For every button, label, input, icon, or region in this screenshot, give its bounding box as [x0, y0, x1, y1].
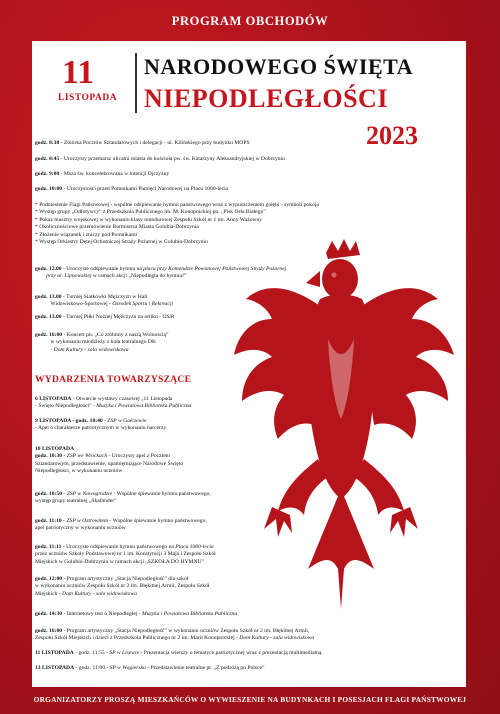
footer-note: ORGANIZATORZY PROSZĄ MIESZKAŃCÓW O WYWIESZENIE NA BUDYNKACH I POSESJACH FLAGI PAŃSTWOWEJ [33, 695, 467, 704]
event-line: godz. 11:10 - ZSP w Ostrowitem - Wspólne śpiewanie hymnu państwowego, [35, 518, 207, 524]
poster-card [32, 41, 466, 687]
event-line: apel patriotyczny w wykonaniu uczniów [35, 525, 126, 532]
program-line: * Występ Orkiestry Dętej Ochotniczej Straży Pożarnej w Golubiu-Dobrzyniu [35, 239, 208, 246]
program-line: * Pokaz musztry wojskowej w wykonaniu klasy mundurowej Zespołu Szkół nr 1 im. Anny Ważowny [35, 216, 263, 223]
event-line: godz. 10:50 - ZSP w Nowogrodzie - Wspólne śpiewanie hymnu państwowego, [35, 491, 211, 497]
program-line: godz. 16:00 - Koncert pn. „Co zrobimy z naszą Wolnością” [35, 332, 169, 338]
event-line: 13 LISTOPADA - godz. 11:00 - SP w Węgiersku - Przedstawienie teatralne pt. „Z podróżą po Polsce” [35, 665, 265, 671]
program-line: Widowiskowo-Sportowej - Ośrodek Sportu i Rekreacji [35, 301, 173, 308]
section-title: WYDARZENIA TOWARZYSZĄCE [35, 375, 192, 385]
program-line: godz. 10:00 - Uroczystości przed Pomnikami Pamięci Narodowej na Placu 1000-lecia [35, 186, 229, 192]
event-item [35, 628, 314, 643]
event-item [35, 650, 321, 657]
event-item [35, 396, 191, 411]
event-line: - Apel o charakterze patriotycznym w wykonaniu harcerzy [35, 425, 167, 432]
date-month: LISTOPADA [58, 93, 118, 103]
program-line: w wykonaniu młodzieży z koła teatralnego DK [35, 339, 157, 346]
event-line: w wykonaniu uczniów Zespołu Szkół nr 2 im. Błękitnej Armii, Zespołu Szkół [35, 583, 210, 590]
event-line: godz. 12:00 - Program artystyczny „Stacja Niepodległość” dla szkół [35, 576, 189, 582]
event-line: godz. 16:00 - Program artystyczny „Stacja Niepodległość” w wykonaniu uczniów Zespołu Szkół nr 2 im. Błękitnej Armii, [35, 628, 310, 634]
title-line-1: NARODOWEGO ŚWIĘTA [144, 54, 414, 79]
title-line-2: NIEPODLEGŁOŚCI [144, 84, 388, 113]
program-line: godz. 13.00 - Turniej Piłki Nożnej Mężczyzn na orliku - OSiR [35, 314, 175, 320]
event-line: godz. 11:11 - Uroczyste odśpiewanie hymnu państwowego na Placu 1000-lecia [35, 544, 214, 550]
program-line: godz. 8:45 - Uroczysty przemarsz ulicami miasta do kościoła pw. św. Katarzyny Aleksandryjskiej w Dobrzyniu [35, 156, 285, 162]
event-line: Sztandarowym, przedstawienie, upamiętniające Narodowe Święto [35, 460, 184, 467]
program-line: * Podniesienie Flagi Państwowej - wspólne odśpiewanie hymnu państwowego wraz z wypuszczeniem gołębi - symboli pokoju [35, 202, 320, 208]
program-line: godz. 9:00 - Msza św. koncelebrowana w intencji Ojczyzny [35, 171, 170, 177]
event-item [35, 418, 166, 433]
program-line: - Dom Kultury - sala widowiskowa [35, 346, 129, 353]
event-item [35, 491, 211, 506]
event-line: Miejskich - Dom Kultury - sala widowiskowa [35, 590, 137, 597]
event-item [35, 665, 264, 672]
event-item [35, 576, 209, 598]
event-line: - Święto Niepodległości” - Muzyka i Powiatowa Biblioteka Publiczna [35, 403, 192, 410]
event-line: występ grupy teatralnej „Skafander” [35, 498, 117, 505]
event-item [35, 611, 237, 618]
event-line: przez uczniów Szkoły Podstawowej nr 1 im. Konstytucji 3 Maja i Zespołu Szkół [35, 551, 216, 558]
header-title: PROGRAM OBCHODÓW [171, 14, 329, 28]
event-line: 11 LISTOPADA - godz. 11:55 - SP w Lisewie - Prezentacja wierszy o tematyce patriotycznej wraz z prezentacją multimedialną [35, 650, 322, 656]
year: 2023 [366, 121, 418, 150]
program-line: godz. 8:30 - Zbiórka Pocztów Sztandarowych i delegacji - ul. Kilińskiego przy budynku MOPS [35, 140, 250, 146]
program-line: przy ul. Lipnowskiej w ramach akcji „Niepodległa do hymnu!” [46, 273, 187, 280]
event-item [35, 518, 207, 533]
event-line: godz. 14:30 - Internetowy test o Niepodległej - Muzyka i Powiatowa Biblioteka Publiczna [35, 611, 238, 617]
event-item [35, 446, 183, 476]
event-line: godz. 10:30 - ZSP we Wrockach - Uroczysty apel z Pocztem [35, 453, 171, 460]
events-list [32, 41, 466, 687]
event-item [35, 544, 216, 566]
event-line: 6 LISTOPADA - Otwarcie wystawy czasowej „11 Listopada [35, 396, 173, 402]
program-line: * Występ grupy „Odlotywcy” z Przedszkola Publicznego im. M. Konopnickiej pn. „Pisk Orła Białego” [35, 209, 266, 216]
program-line: godz. 12.00 - Uroczyste odśpiewanie hymnu na placu przy Komendzie Powiatowej Państwowej Straży Pożarnej [35, 266, 287, 272]
date-number: 11 [62, 54, 95, 91]
program-line: * Złożenie wiązanek i zniczy pod Pomnikami [35, 231, 138, 238]
event-line: 10 LISTOPADA [35, 446, 75, 452]
program-line: godz. 13.00 - Turniej Siatkówki Mężczyzn w Hali [35, 294, 148, 300]
program-line: * Okolicznościowe przemówienie Burmistrza Miasta Golubia-Dobrzynia [35, 224, 199, 231]
event-line: 9 LISTOPADA - godz. 10:40 - ZSP w Gałczewie [35, 418, 147, 424]
event-line: Miejskich w Golubiu-Dobrzyniu w ramach akcji „SZKOŁA DO HYMNU” [35, 558, 205, 565]
event-line: Niepodległości, w wykonaniu uczniów [35, 468, 123, 475]
event-line: Zespołu Szkół Miejskich i dzieci z Przedszkola Publicznego nr 2 im. Marii Konopnickiej - Dom Kultury - sala widowiskowa [35, 635, 315, 642]
